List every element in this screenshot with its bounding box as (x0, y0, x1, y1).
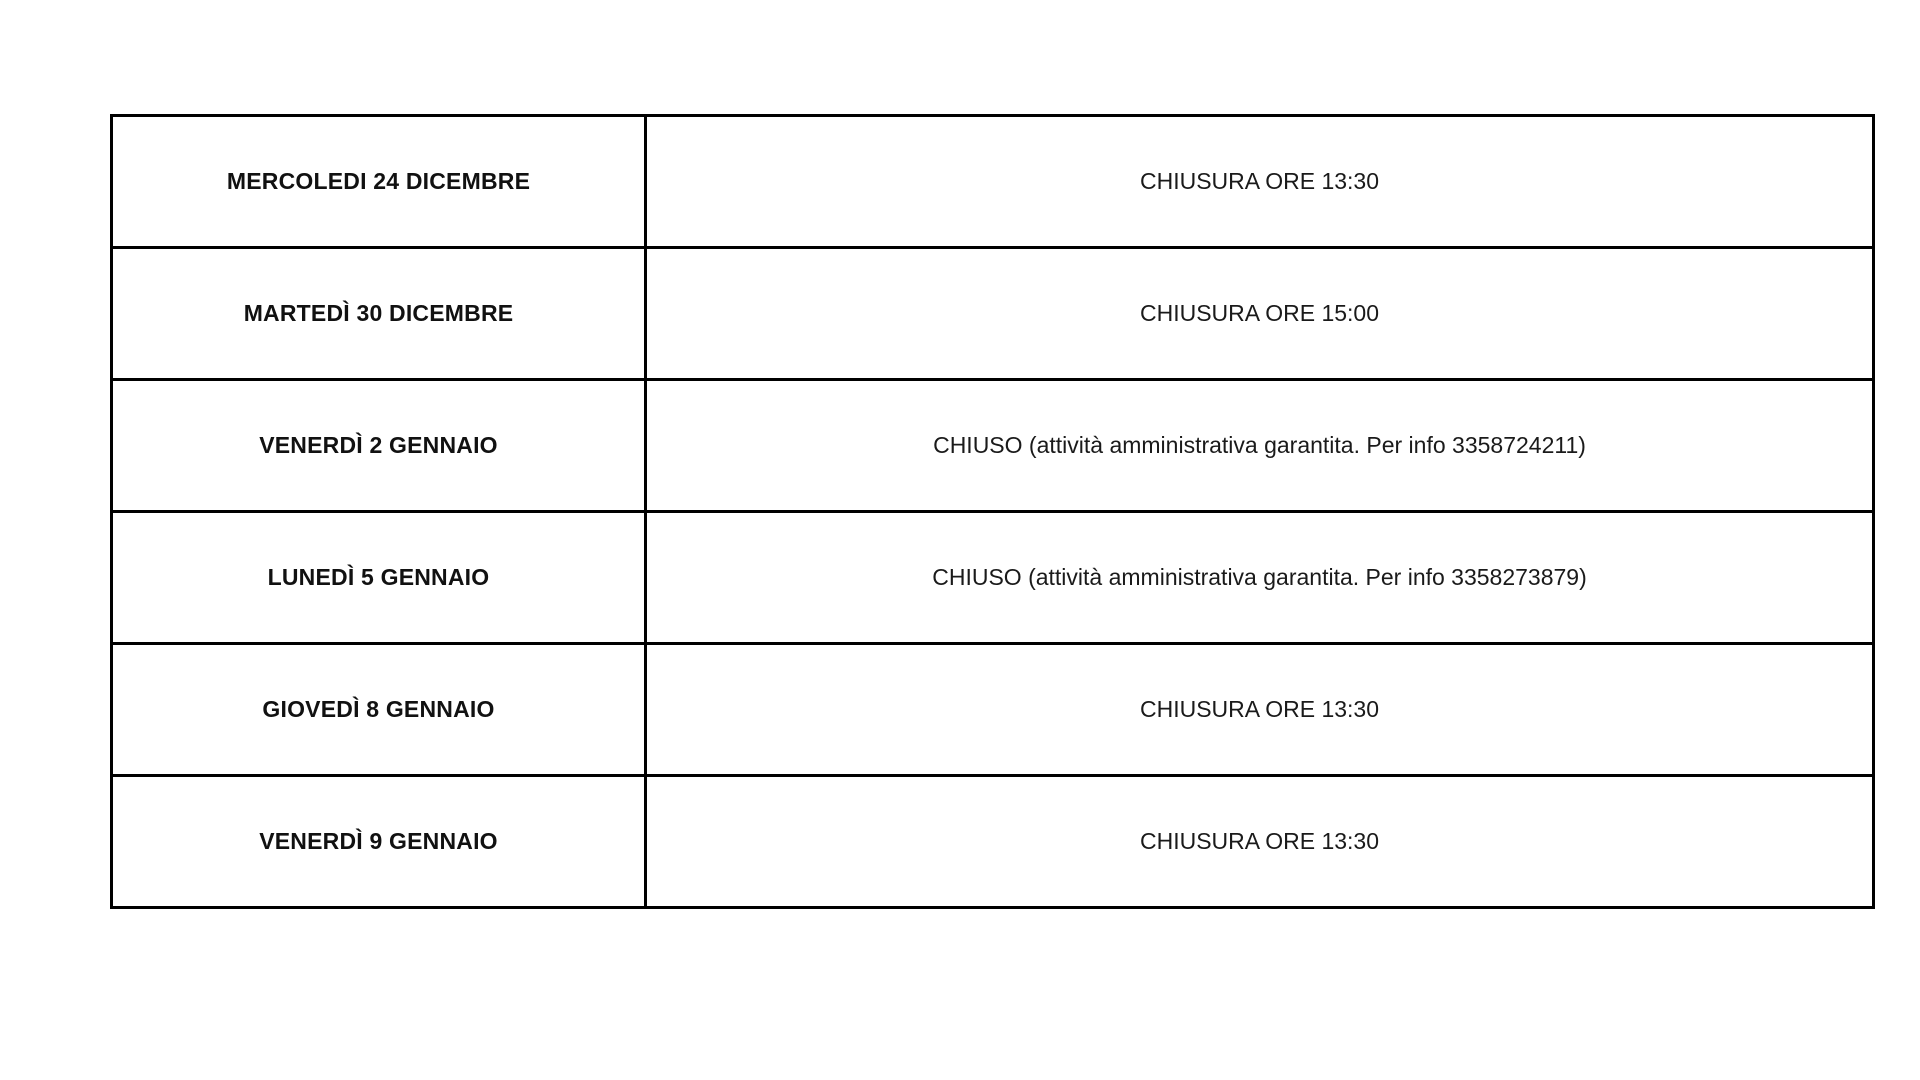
table-cell-note: CHIUSO (attività amministrativa garantita. Per info 3358724211) (646, 380, 1874, 512)
table-cell-day: VENERDÌ 9 GENNAIO (112, 776, 646, 908)
table-cell-note: CHIUSURA ORE 13:30 (646, 776, 1874, 908)
table-cell-day: LUNEDÌ 5 GENNAIO (112, 512, 646, 644)
table-cell-day: MARTEDÌ 30 DICEMBRE (112, 248, 646, 380)
table-cell-note: CHIUSURA ORE 13:30 (646, 644, 1874, 776)
table-cell-note: CHIUSO (attività amministrativa garantita. Per info 3358273879) (646, 512, 1874, 644)
table-cell-day: MERCOLEDI 24 DICEMBRE (112, 116, 646, 248)
table-cell-day: VENERDÌ 2 GENNAIO (112, 380, 646, 512)
schedule-table-body (112, 116, 1874, 908)
table-row (112, 776, 1874, 908)
table-row (112, 116, 1874, 248)
table-cell-note: CHIUSURA ORE 13:30 (646, 116, 1874, 248)
table-cell-day: GIOVEDÌ 8 GENNAIO (112, 644, 646, 776)
closing-schedule-table (110, 114, 1875, 909)
table-cell-note: CHIUSURA ORE 15:00 (646, 248, 1874, 380)
table-row (112, 644, 1874, 776)
table-row (112, 248, 1874, 380)
table-row (112, 512, 1874, 644)
table-row (112, 380, 1874, 512)
